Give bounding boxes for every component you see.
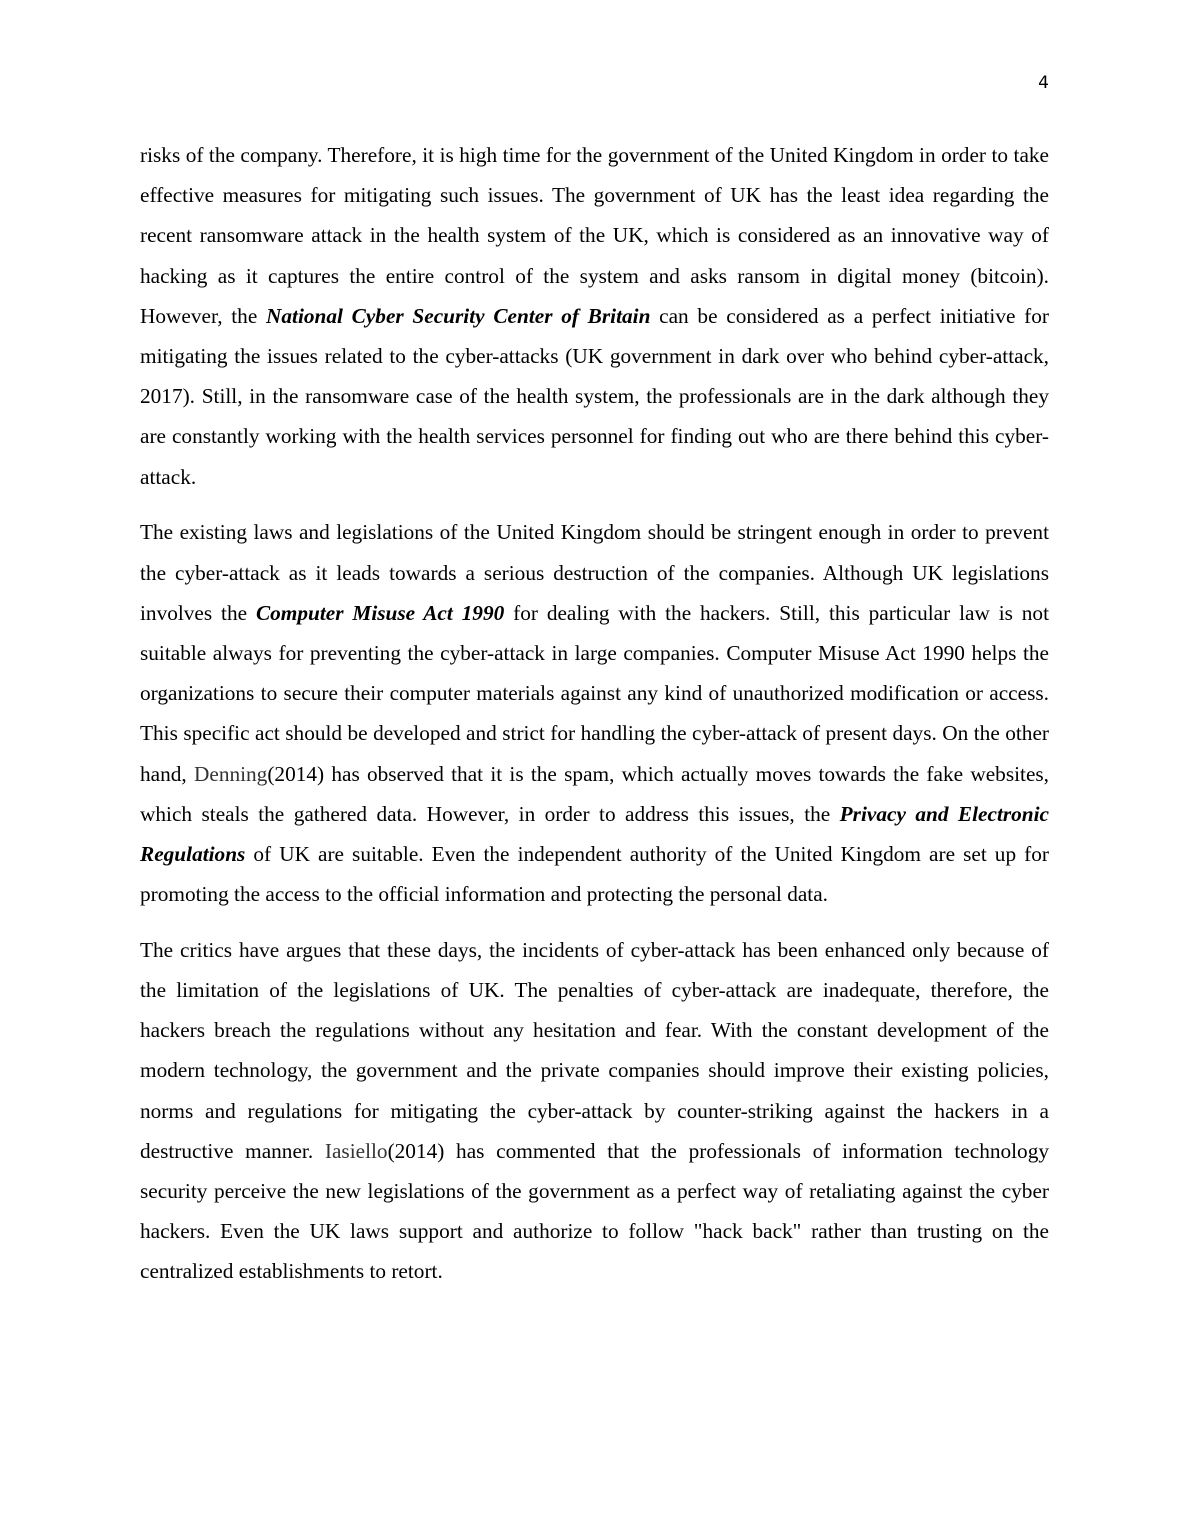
paragraph-3 — [140, 930, 1049, 1292]
paragraph-text: of UK are suitable. Even the independent authority of the United Kingdom are set up for promoting the access to the official information and protecting the personal data. — [140, 841, 1049, 907]
paragraph-text: The critics have argues that these days, the incidents of cyber-attack has been enhanced only because of the limitation of the legislations of UK. The penalties of cyber-attack are inadequate, therefore, the hackers breach the regulations without any hesitation and fear. With the constant development of the modern technology, the government and the private companies should improve their existing policies, norms and regulations for mitigating the cyber-attack by counter-striking against the hackers in a destructive manner. — [140, 937, 1049, 1163]
emphasis-term: Computer Misuse Act 1990 — [255, 600, 505, 625]
citation-author: Denning — [193, 761, 268, 786]
paragraph-text: (2014) has observed that it is the spam, which actually moves towards the fake websites, which steals the gathered data. However, in order to address this issues, the — [140, 761, 1050, 826]
paragraph-text: risks of the company. Therefore, it is high time for the government of the United Kingdom in order to take effective measures for mitigating such issues. The government of UK has the least idea regarding the recent ransomware attack in the health system of the UK, which is considered as an innovative way of hacking as it captures the entire control of the system and asks ransom in digital money (bitcoin). However, the — [140, 143, 1049, 328]
paragraph-text: for dealing with the hackers. Still, this particular law is not suitable always for preventing the cyber-attack in large companies. Computer Misuse Act 1990 helps the organizations to secure their computer materials against any kind of unauthorized modification or access. This specific act should be developed and strict for handling the cyber-attack of present days. On the other hand, — [140, 600, 1049, 786]
body-text — [140, 135, 1049, 1292]
paragraph-1 — [140, 135, 1049, 497]
page-number: 4 — [1038, 73, 1049, 93]
paragraph-2 — [140, 512, 1049, 914]
emphasis-term: Privacy and Electronic Regulations — [140, 801, 1050, 866]
paragraph-text: (2014) has commented that the professionals of information technology security perceive the new legislations of the government as a perfect way of retaliating against the cyber hackers. Even the UK laws support and authorize to follow "hack back" rather than trusting on the centralized establishments to retort. — [140, 1138, 1049, 1284]
paragraph-text: The existing laws and legislations of the United Kingdom should be stringent enough in order to prevent the cyber-attack as it leads towards a serious destruction of the companies. Although UK legislations involves the — [140, 520, 1049, 625]
citation-author: Iasiello — [324, 1138, 388, 1163]
emphasis-term: National Cyber Security Center of Britain — [266, 303, 651, 328]
paragraph-text: can be considered as a perfect initiative for mitigating the issues related to the cyber-attacks (UK government in dark over who behind cyber-attack, 2017). Still, in the ransomware case of the health system, the professionals are in the dark although they are constantly working with the health services personnel for finding out who are there behind this cyber-attack. — [140, 303, 1049, 489]
